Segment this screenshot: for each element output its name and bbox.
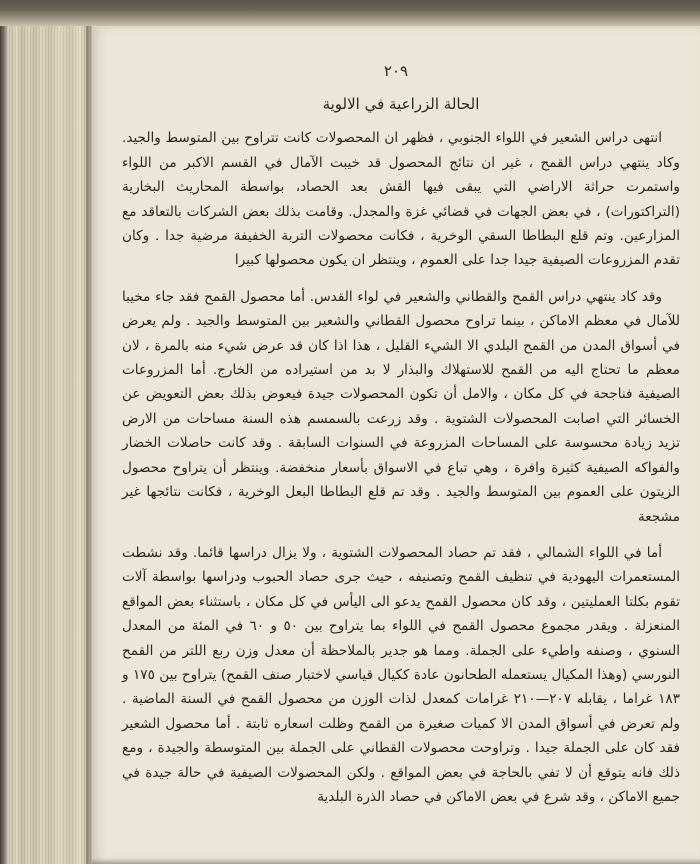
paragraph-northern-district: أما في اللواء الشمالي ، فقد تم حصاد المحصولات الشتوية ، ولا يزال دراسها قائما. وقد نشطت المستعمرات اليهودية في تنظيف القمح وتصنيفه ، حيث جرى حصاد الحبوب ودراسها بواسطة آلات تقوم بكلتا العمليتين ، وقد كان محصول القمح يدعو الى اليأس في كل مكان ، باستثناء بعض المواقع المنعزلة . ويقدر مجموع محصول القمح في اللواء بما يتراوح بين ٥٠ و ٦٠ في المئة من المعدل السنوي ، وصنفه واطيء على الجملة. ومما هو جدير بالملاحظة أن معدل وزن ربع اللتر من القمح النورسي (وهذا المكيال يستعمله الطحانون عادة ككيال قياسي لاختبار صنف القمح) يتراوح بين ١٧٥ و ١٨٣ غراما ، يقابله ٢٠٧—٢١٠ غرامات كمعدل لذات الوزن من محصول القمح في السنة الماضية . ولم تعرض في أسواق المدن الا كميات صغيرة من القمح وظلت اسعاره ثابتة . أما محصول الشعير فقد كان على الجملة جيدا . وتراوحت محصولات القطاني على الجملة بين المتوسطة والجيدة ، ومع ذلك فانه يتوقع أن لا تفي بالحاجة في بعض المواقع . ولكن المحصولات الصيفية في حالة جيدة في جميع الاماكن ، وقد شرع في بعض الاماكن في حصاد الذرة البلدية <box>122 544 680 805</box>
paragraph-jerusalem-district: وقد كاد ينتهي دراس القمح والقطاني والشعير في لواء القدس. أما محصول القمح فقد جاء مخيبا للآمال في معظم الاماكن ، بينما تراوح محصول القطاني والشعير بين المتوسط والجيد . ولم يعرض في أسواق المدن من القمح البلدي الا الشيء القليل ، هذا اذا كان قد عرض شيء منه بالمرة ، لان معظم ما تحتاج اليه من القمح للاستهلاك والبذار لا بد من استيراده من الخارج. أما المزروعات الصيفية فناجحة في كل مكان ، والامل أن تكون المحصولات جيدة فيعوض بذلك بعض التعويض عن الخسائر التي اصابت المحصولات الشتوية . وقد زرعت بالسمسم هذه السنة مساحات من الارض تزيد زيادة محسوسة على المساحات المزروعة في السنوات السابقة . وقد كانت حاصلات الخضار والفواكه الصيفية كثيرة وافرة ، وهي تباع في الاسواق بأسعار منخفضة. وينتظر أن يتراوح محصول الزيتون على العموم بين المتوسط والجيد . وقد تم قلع البطاطا البعل الوخرية ، فكانت نتائجها غير مشجعة <box>122 288 680 525</box>
top-edge <box>0 0 700 26</box>
page-edges <box>0 0 94 864</box>
bottom-shadow <box>92 858 700 864</box>
page-number: ٢٠٩ <box>383 62 409 80</box>
book-page <box>92 26 700 864</box>
page-content <box>122 66 680 821</box>
section-title: الحالة الزراعية في الالوية <box>322 95 480 113</box>
paragraph-southern-district: انتهى دراس الشعير في اللواء الجنوبي ، فظهر ان المحصولات كانت تتراوح بين المتوسط والجيد. وكاد ينتهي دراس القمح ، غير ان نتائج المحصول قد خيبت الآمال في القسم الاكبر من اللواء واستمرت حراثة الاراضي التي يبقى فيها القش بعد الحصاد، بواسطة المحاريث البخارية (التراكتورات) ، في بعض الجهات في قضائي غزة والمجدل. وقامت بذلك بعض الشركات بالتعاقد مع المزارعين. وتم قلع البطاطا السقي الوخرية ، فكانت محصولات التربة الخفيفة مرضية جدا . وكان تقدم المزروعات الصيفية جيدا جدا على العموم ، وينتظر ان يكون محصولها كبيرا <box>122 130 680 269</box>
